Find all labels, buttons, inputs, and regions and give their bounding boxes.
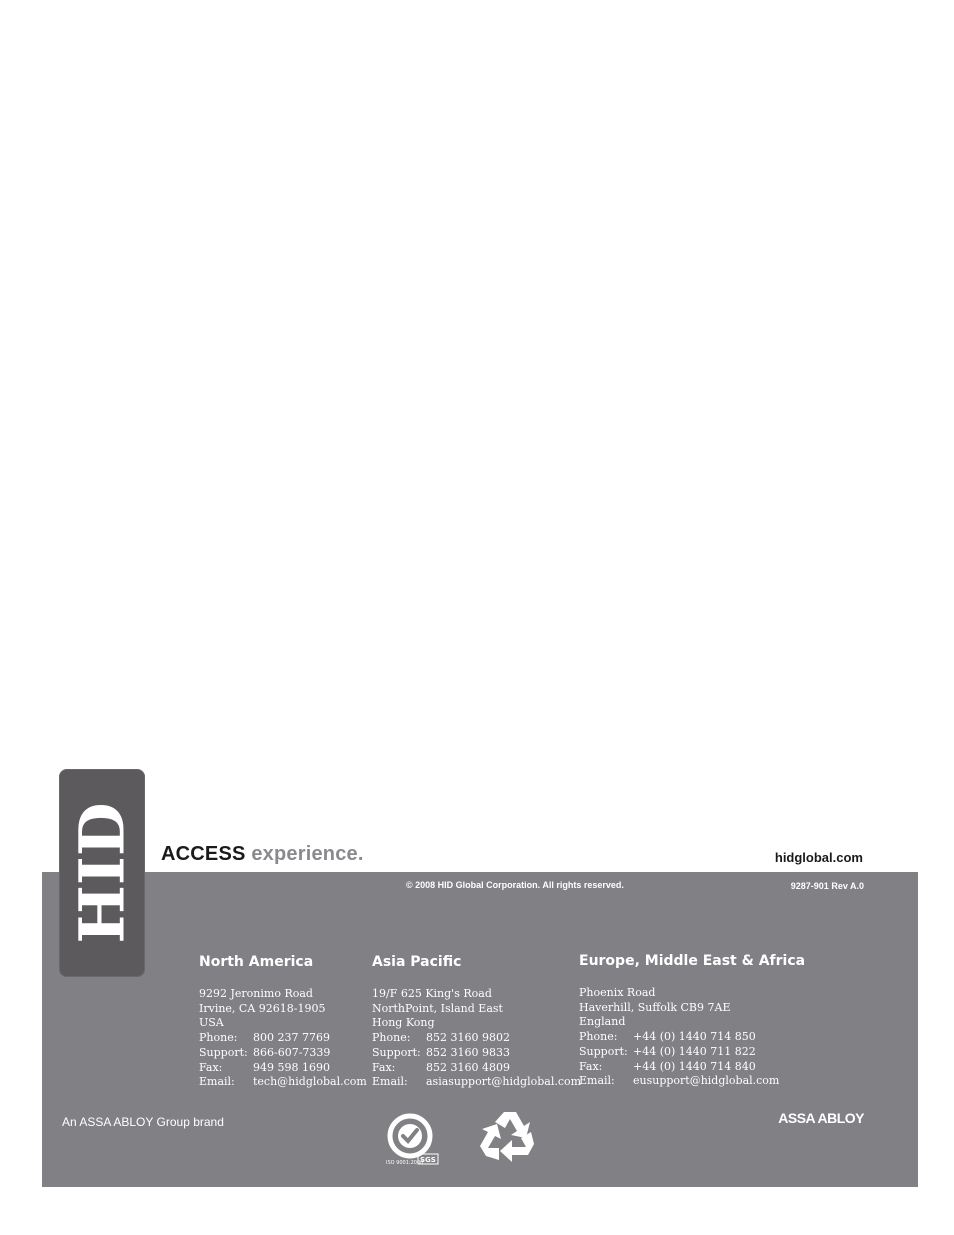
copyright-text: © 2008 HID Global Corporation. All rights reserved. (406, 880, 624, 890)
email-link[interactable]: eusupport@hidglobal.com (633, 1074, 780, 1088)
region-asia-pacific (372, 954, 581, 1090)
website-link[interactable]: hidglobal.com (774, 850, 863, 865)
contact-phone: Phone: 852 3160 9802 (372, 1031, 510, 1045)
region-north-america (199, 954, 367, 1090)
contact-phone: Phone: +44 (0) 1440 714 850 (579, 1030, 756, 1044)
recycle-icon (478, 1108, 542, 1174)
contact-support: Support: 852 3160 9833 (372, 1045, 510, 1059)
region-title: Europe, Middle East & Africa (579, 953, 806, 969)
contact-phone: Phone: 800 237 7769 (199, 1031, 330, 1045)
group-brand-text: An ASSA ABLOY Group brand (62, 1115, 224, 1129)
document-number: 9287-901 Rev A.0 (790, 881, 864, 891)
contact-support: Support: +44 (0) 1440 711 822 (579, 1044, 756, 1058)
address-line: NorthPoint, Island East (372, 1001, 503, 1015)
contact-email: Email: tech@hidglobal.com (199, 1075, 367, 1089)
assa-abloy-logo: ASSA ABLOY (778, 1110, 864, 1126)
contact-support: Support: 866-607-7339 (199, 1045, 331, 1059)
contact-fax: Fax: 852 3160 4809 (372, 1060, 510, 1074)
address-line: Hong Kong (372, 1016, 435, 1030)
address-line: Irvine, CA 92618-1905 (199, 1001, 326, 1015)
tagline (161, 843, 364, 866)
email-link[interactable]: asiasupport@hidglobal.com (426, 1075, 582, 1089)
region-title: North America (199, 954, 314, 970)
tagline-experience: experience. (251, 843, 364, 865)
hid-logo-icon (59, 769, 145, 977)
address-line: USA (199, 1016, 224, 1030)
contact-email: Email: eusupport@hidglobal.com (579, 1074, 780, 1088)
address-line: 9292 Jeronimo Road (199, 987, 313, 1000)
region-title: Asia Pacific (372, 954, 462, 970)
sgs-text: SGS (420, 1156, 436, 1164)
address-line: Haverhill, Suffolk CB9 7AE (579, 1000, 731, 1014)
contact-email: Email: asiasupport@hidglobal.com (372, 1075, 582, 1089)
address-line: 19/F 625 King's Road (372, 987, 492, 1000)
region-emea (579, 953, 805, 1089)
iso-text: ISO 9001:2000 (386, 1160, 424, 1166)
contact-fax: Fax: +44 (0) 1440 714 840 (579, 1059, 756, 1073)
hid-logo-text: HID (65, 802, 139, 944)
email-link[interactable]: tech@hidglobal.com (253, 1075, 367, 1089)
tagline-access: ACCESS (161, 843, 246, 865)
contact-fax: Fax: 949 598 1690 (199, 1060, 330, 1074)
iso-certification-icon (384, 1110, 442, 1170)
address-line: England (579, 1015, 626, 1029)
address-line: Phoenix Road (579, 986, 656, 999)
